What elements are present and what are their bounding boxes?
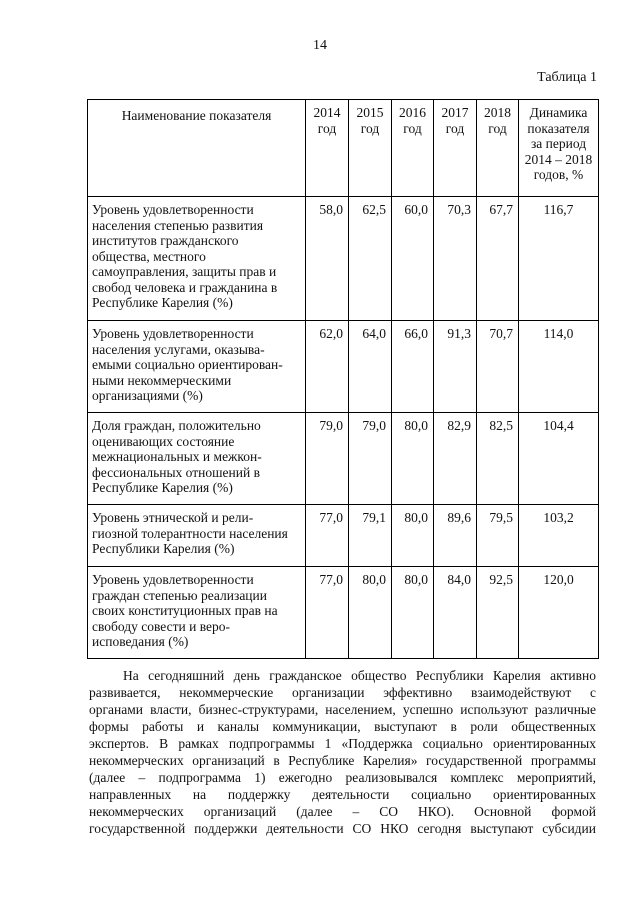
page-number: 14 xyxy=(313,38,327,53)
paragraph-line: На сегодняшний день гражданское общество Республики Карелия активно xyxy=(123,668,596,683)
value-cell: 79,1 xyxy=(349,505,392,567)
paragraph-line: государственной поддержки деятельности СО НКО сегодня выступают субсидии xyxy=(89,821,596,836)
header-year: 2014 год xyxy=(306,100,349,197)
table-row xyxy=(88,567,599,659)
value-cell: 77,0 xyxy=(306,567,349,659)
header-year: 2015 год xyxy=(349,100,392,197)
dynamics-cell: 116,7 xyxy=(519,197,599,321)
dynamics-cell: 104,4 xyxy=(519,413,599,505)
header-year: 2016 год xyxy=(392,100,434,197)
header-year: 2017 год xyxy=(434,100,477,197)
indicator-name: Уровень удовлетворенности граждан степенью реализации своих конституционных прав на свободу совести и веро- исповедания (%) xyxy=(88,567,306,659)
table-row xyxy=(88,505,599,567)
value-cell: 62,5 xyxy=(349,197,392,321)
indicators-table xyxy=(87,99,599,659)
value-cell: 80,0 xyxy=(392,413,434,505)
table-row xyxy=(88,321,599,413)
table-header-row xyxy=(88,100,599,197)
value-cell: 92,5 xyxy=(477,567,519,659)
value-cell: 80,0 xyxy=(392,505,434,567)
dynamics-cell: 103,2 xyxy=(519,505,599,567)
value-cell: 70,3 xyxy=(434,197,477,321)
value-cell: 60,0 xyxy=(392,197,434,321)
table-caption: Таблица 1 xyxy=(537,70,597,85)
value-cell: 70,7 xyxy=(477,321,519,413)
table-row xyxy=(88,197,599,321)
value-cell: 82,9 xyxy=(434,413,477,505)
dynamics-cell: 114,0 xyxy=(519,321,599,413)
indicator-name: Уровень удовлетворенности населения услугами, оказыва- емыми социально ориентирован- ными некоммерческими организациями (%) xyxy=(88,321,306,413)
value-cell: 77,0 xyxy=(306,505,349,567)
value-cell: 79,5 xyxy=(477,505,519,567)
value-cell: 80,0 xyxy=(349,567,392,659)
indicator-name: Доля граждан, положительно оценивающих состояние межнациональных и межкон- фессиональных отношений в Республике Карелия (%) xyxy=(88,413,306,505)
header-dynamics: Динамика показателя за период 2014 – 2018 годов, % xyxy=(519,100,599,197)
value-cell: 91,3 xyxy=(434,321,477,413)
value-cell: 79,0 xyxy=(306,413,349,505)
paragraph-line: направленных на поддержку деятельности социально ориентированных xyxy=(89,787,596,802)
value-cell: 64,0 xyxy=(349,321,392,413)
body-paragraph xyxy=(89,667,596,837)
paragraph-line: (далее – подпрограмма 1) ежегодно реализовывался комплекс мероприятий, xyxy=(89,770,596,785)
value-cell: 67,7 xyxy=(477,197,519,321)
value-cell: 62,0 xyxy=(306,321,349,413)
indicator-name: Уровень удовлетворенности населения степенью развития институтов гражданского общества, местного самоуправления, защиты прав и свобод человека и гражданина в Республике Карелия (%) xyxy=(88,197,306,321)
paragraph-line: развивается, некоммерческие организации эффективно взаимодействуют с xyxy=(89,685,596,700)
value-cell: 80,0 xyxy=(392,567,434,659)
value-cell: 79,0 xyxy=(349,413,392,505)
value-cell: 58,0 xyxy=(306,197,349,321)
value-cell: 89,6 xyxy=(434,505,477,567)
dynamics-cell: 120,0 xyxy=(519,567,599,659)
paragraph-line: некоммерческих организаций в Республике Карелия» государственной программы xyxy=(89,753,596,768)
paragraph-line: экспертов. В рамках подпрограммы 1 «Поддержка социально ориентированных xyxy=(89,736,596,751)
paragraph-line: формы работы и каналы коммуникации, выступают в роли общественных xyxy=(89,719,596,734)
header-year: 2018 год xyxy=(477,100,519,197)
header-indicator-name: Наименование показателя xyxy=(88,100,306,197)
value-cell: 66,0 xyxy=(392,321,434,413)
paragraph-line: некоммерческих организаций (далее – СО НКО). Основной формой xyxy=(89,804,596,819)
value-cell: 84,0 xyxy=(434,567,477,659)
table-row xyxy=(88,413,599,505)
paragraph-line: органами власти, бизнес-структурами, населением, успешно используют различные xyxy=(89,702,596,717)
value-cell: 82,5 xyxy=(477,413,519,505)
indicator-name: Уровень этнической и рели- гиозной толерантности населения Республики Карелия (%) xyxy=(88,505,306,567)
